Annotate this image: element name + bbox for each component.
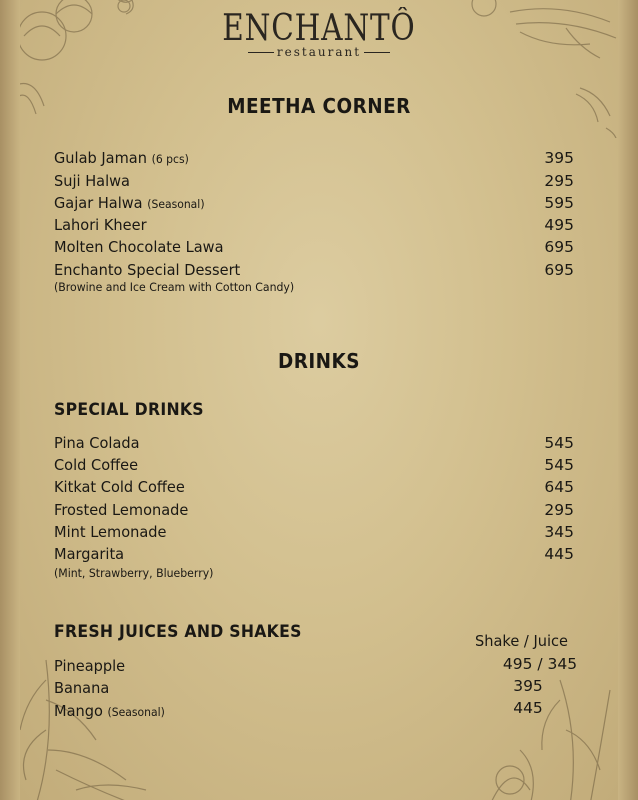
item-price: 695 [544, 238, 574, 256]
menu-item: Pina Colada 545 [54, 434, 574, 452]
menu-item: Mango (Seasonal) [54, 702, 165, 720]
menu-item: Frosted Lemonade 295 [54, 501, 574, 519]
frame-edge-right [618, 0, 638, 800]
menu-item: Margarita 445 [54, 545, 574, 563]
column-header-shake-juice: Shake / Juice [475, 632, 569, 650]
brand-subtitle: restaurant [276, 45, 362, 59]
menu-item: Enchanto Special Dessert 695 [54, 261, 574, 279]
item-price: 695 [544, 261, 574, 279]
item-price: 495 [544, 216, 574, 234]
item-price: 295 [544, 172, 574, 190]
item-price: 495 / 345 [502, 655, 578, 673]
menu-item: Lahori Kheer 495 [54, 216, 574, 234]
brand-name: ENCHANTÔ [222, 8, 416, 49]
item-price: 345 [544, 523, 574, 541]
brand-line-right [364, 52, 390, 53]
menu-item: Molten Chocolate Lawa 695 [54, 238, 574, 256]
subsection-title-special-drinks: SPECIAL DRINKS [54, 400, 204, 419]
brand-line-left [248, 52, 274, 53]
item-price: 595 [544, 194, 574, 212]
brand-logo [20, 8, 618, 59]
menu-item: Suji Halwa 295 [54, 172, 574, 190]
section-title-drinks: DRINKS [278, 349, 360, 373]
menu-item: Banana [54, 679, 110, 697]
item-price: 445 [544, 545, 574, 563]
item-price: 395 [544, 149, 574, 167]
subsection-title-juices: FRESH JUICES AND SHAKES [54, 622, 302, 641]
menu-item: Gajar Halwa (Seasonal) 595 [54, 194, 574, 212]
menu-page [20, 0, 618, 800]
section-title-dessert: MEETHA CORNER [227, 94, 411, 118]
item-price: 645 [544, 478, 574, 496]
menu-item: Cold Coffee 545 [54, 456, 574, 474]
item-price: 445 [513, 699, 543, 717]
item-price: 395 [513, 677, 543, 695]
menu-item: Gulab Jaman (6 pcs) 395 [54, 149, 574, 167]
menu-item: Pineapple [54, 657, 126, 675]
item-price: 545 [544, 456, 574, 474]
frame-edge-left [0, 0, 20, 800]
item-description: (Browine and Ice Cream with Cotton Candy) [54, 280, 295, 294]
menu-item: Mint Lemonade 345 [54, 523, 574, 541]
item-price: 295 [544, 501, 574, 519]
item-description: (Mint, Strawberry, Blueberry) [54, 566, 214, 580]
item-price: 545 [544, 434, 574, 452]
menu-item: Kitkat Cold Coffee 645 [54, 478, 574, 496]
